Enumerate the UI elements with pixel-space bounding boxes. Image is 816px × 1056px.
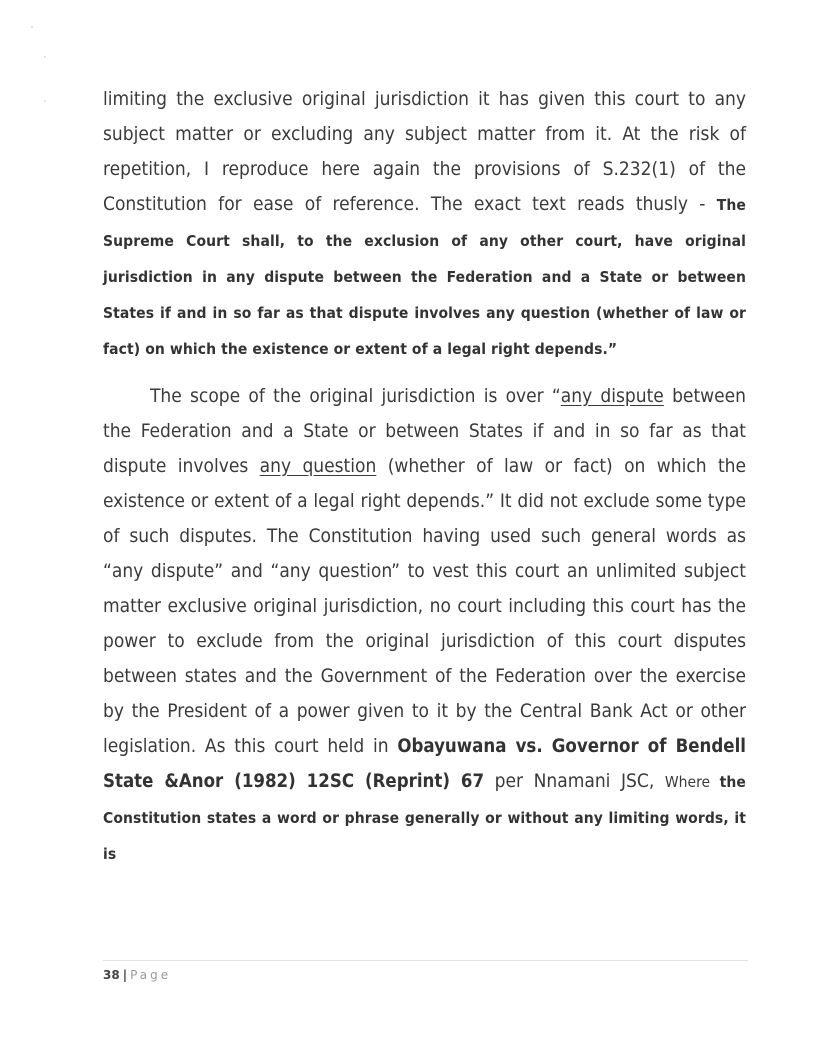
page-footer [103, 968, 171, 982]
page-number: 38 [103, 968, 120, 982]
underlined-any-question: any question [259, 455, 377, 477]
footer-separator: | [122, 968, 128, 982]
case-citation: Obayuwana vs. Governor of Bendell State &Anor (1982) 12SC (Reprint) 67 [103, 736, 746, 792]
paragraph-1 [103, 82, 746, 367]
paragraph-2-text-4: per Nnamani JSC, [484, 770, 665, 792]
footer-divider [103, 960, 748, 961]
paragraph-1-lead: limiting the exclusive original jurisdiction it has given this court to any subject matter or excluding any subject matter from it. At the risk of repetition, I reproduce here again the provisions of S.232(1) of the Constitution for ease of reference. The exact text reads thusly - [103, 88, 746, 215]
paragraph-2-text-3: (whether of law or fact) on which the existence or extent of a legal right depends.” It did not exclude some type of such disputes. The Constitution having used such general words as “any dispute” and “any question” to vest this court an unlimited subject matter exclusive original jurisdiction, no court including this court has the power to exclude from the original jurisdiction of this court disputes between states and the Government of the Federation over the exercise by the President of a power given to it by the Central Bank Act or other legislation. As this court held in [103, 455, 747, 757]
scan-speck [31, 26, 33, 28]
scan-speck [44, 56, 46, 58]
paragraph-2 [103, 379, 746, 872]
scan-speck [44, 100, 46, 102]
paragraph-2-where: Where [664, 773, 720, 791]
constitution-quote: The Supreme Court shall, to the exclusion of any other court, have original jurisdiction in any dispute between the Federation and a State or between States if and in so far as that dispute involves any question (whether of law or fact) on which the existence or extent of a legal right depends.” [103, 196, 746, 358]
underlined-any-dispute: any dispute [560, 385, 664, 407]
page-label: Page [130, 968, 172, 982]
paragraph-2-text-2: between the Federation and a State or between States if and in so far as that dispute involves [103, 385, 746, 477]
paragraph-2-text-1: The scope of the original jurisdiction is over “ [150, 385, 561, 407]
paragraph-2-bold-tail: the Constitution states a word or phrase generally or without any limiting words, it is [103, 773, 746, 863]
body-text [103, 82, 746, 872]
